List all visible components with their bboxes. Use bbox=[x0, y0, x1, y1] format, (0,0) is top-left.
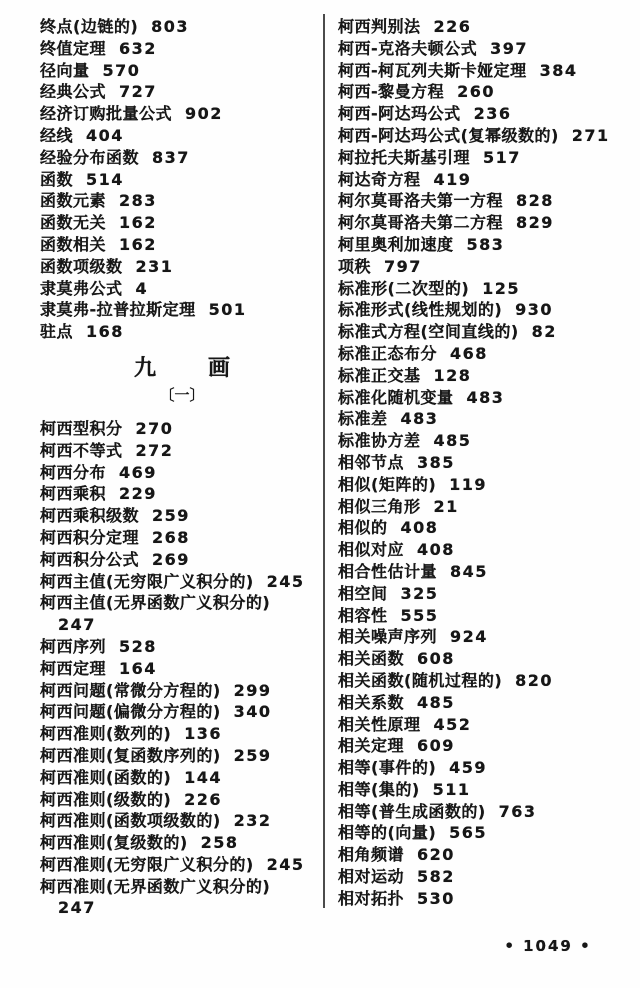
index-entry bbox=[338, 670, 634, 692]
entry-page-number: 570 bbox=[102, 60, 141, 80]
entry-page-number: 485 bbox=[417, 692, 455, 712]
index-entry bbox=[338, 561, 634, 583]
index-entry bbox=[338, 278, 634, 300]
entry-page-number: 119 bbox=[449, 474, 488, 494]
entry-term: 柯西问题(偏微分方程的) bbox=[40, 702, 221, 722]
index-entry bbox=[338, 430, 634, 452]
entry-page-number: 727 bbox=[119, 82, 157, 102]
entry-page-number: 226 bbox=[433, 17, 472, 36]
entry-term: 相似三角形 bbox=[338, 496, 421, 516]
entry-page-number: 583 bbox=[466, 234, 505, 254]
index-entry bbox=[338, 735, 634, 757]
index-entry bbox=[40, 256, 324, 278]
entry-page-number: 632 bbox=[119, 38, 157, 58]
entry-page-number: 136 bbox=[184, 724, 223, 744]
entry-page-number: 231 bbox=[135, 256, 174, 276]
index-entry bbox=[338, 452, 634, 474]
entry-page-number: 270 bbox=[135, 418, 174, 438]
entry-term: 经典公式 bbox=[40, 82, 107, 102]
index-entry bbox=[338, 866, 634, 888]
entry-page-number: 164 bbox=[119, 658, 157, 678]
entry-term: 柯西乘积 bbox=[40, 484, 107, 504]
index-entry bbox=[40, 321, 324, 343]
entry-page-number: 299 bbox=[233, 680, 272, 700]
index-entry bbox=[40, 571, 324, 593]
entry-page-number: 620 bbox=[417, 845, 455, 865]
entry-term: 相对拓扑 bbox=[338, 888, 405, 908]
entry-term: 径向量 bbox=[40, 60, 90, 80]
entry-page-number: 528 bbox=[119, 636, 157, 656]
entry-term: 柯西积分定理 bbox=[40, 527, 140, 547]
entry-term: 柯西-柯瓦列夫斯卡娅定理 bbox=[338, 60, 527, 80]
entry-page-number: 384 bbox=[539, 60, 578, 80]
entry-term: 柯西分布 bbox=[40, 462, 107, 482]
entry-term: 柯西准则(数列的) bbox=[40, 724, 172, 744]
index-entry bbox=[338, 190, 634, 212]
entry-term: 终点(边链的) bbox=[40, 17, 139, 36]
entry-term: 标准正交基 bbox=[338, 365, 421, 385]
entry-page-number: 763 bbox=[498, 801, 537, 821]
index-entry bbox=[40, 169, 324, 191]
entry-list-left-top bbox=[40, 16, 324, 343]
entry-page-number: 511 bbox=[432, 779, 471, 799]
entry-term: 相关函数(随机过程的) bbox=[338, 670, 503, 690]
right-column bbox=[338, 16, 634, 910]
index-entry bbox=[338, 256, 634, 278]
entry-term: 柯西准则(复函数序列的) bbox=[40, 745, 221, 765]
entry-page-number: 259 bbox=[152, 506, 190, 526]
index-entry bbox=[338, 757, 634, 779]
entry-term: 柯西问题(常微分方程的) bbox=[40, 680, 221, 700]
entry-term: 柯达奇方程 bbox=[338, 169, 421, 189]
entry-page-number: 565 bbox=[449, 823, 488, 843]
index-entry bbox=[338, 343, 634, 365]
index-entry bbox=[40, 767, 324, 789]
index-entry bbox=[338, 234, 634, 256]
entry-term: 柯西-阿达玛公式 bbox=[338, 104, 461, 124]
subsection-marker: 〔一〕 bbox=[159, 385, 205, 404]
entry-term: 函数项级数 bbox=[40, 256, 123, 276]
entry-page-number: 247 bbox=[58, 898, 96, 918]
entry-term: 函数无关 bbox=[40, 213, 107, 233]
entry-page-number: 517 bbox=[483, 147, 521, 167]
index-entry bbox=[40, 701, 324, 723]
entry-page-number: 283 bbox=[119, 191, 157, 211]
index-entry bbox=[40, 832, 324, 854]
section-header-char: 九 bbox=[133, 355, 156, 381]
index-entry bbox=[338, 321, 634, 343]
entry-term: 相关定理 bbox=[338, 736, 405, 756]
entry-term: 柯西定理 bbox=[40, 658, 107, 678]
entry-page-number: 226 bbox=[184, 789, 223, 809]
entry-term: 标准化随机变量 bbox=[338, 387, 454, 407]
entry-term: 隶莫弗-拉普拉斯定理 bbox=[40, 300, 196, 320]
index-entry bbox=[338, 408, 634, 430]
entry-term: 相等(集的) bbox=[338, 779, 420, 799]
entry-page-number: 128 bbox=[433, 365, 472, 385]
entry-page-number: 4 bbox=[135, 278, 149, 298]
index-entry bbox=[338, 888, 634, 910]
index-entry bbox=[338, 517, 634, 539]
entry-page-number: 258 bbox=[200, 833, 239, 853]
entry-term: 相关噪声序列 bbox=[338, 627, 438, 647]
index-entry bbox=[338, 583, 634, 605]
entry-term: 标准式方程(空间直线的) bbox=[338, 322, 519, 342]
index-entry bbox=[40, 190, 324, 212]
left-column bbox=[40, 16, 324, 919]
entry-page-number: 837 bbox=[152, 147, 190, 167]
index-entry bbox=[40, 876, 324, 898]
entry-term: 柯西-克洛夫顿公式 bbox=[338, 38, 478, 58]
entry-page-number: 930 bbox=[515, 300, 554, 320]
entry-term: 柯西准则(函数项级数的) bbox=[40, 811, 221, 831]
index-entry bbox=[40, 16, 324, 38]
entry-list-left-bottom bbox=[40, 418, 324, 919]
entry-term: 柯西准则(无穷限广义积分的) bbox=[40, 854, 254, 874]
entry-page-number: 582 bbox=[417, 867, 455, 887]
entry-page-number: 385 bbox=[417, 452, 455, 472]
entry-term: 函数元素 bbox=[40, 191, 107, 211]
index-entry bbox=[40, 592, 324, 614]
index-entry bbox=[338, 16, 634, 38]
index-entry bbox=[338, 692, 634, 714]
index-entry bbox=[40, 483, 324, 505]
entry-page-number: 797 bbox=[384, 256, 422, 276]
entry-term: 标准协方差 bbox=[338, 431, 421, 451]
entry-page-number: 229 bbox=[119, 484, 157, 504]
entry-page-number: 419 bbox=[433, 169, 472, 189]
entry-page-number: 924 bbox=[450, 627, 488, 647]
entry-page-number: 271 bbox=[571, 125, 610, 145]
entry-term: 柯西乘积级数 bbox=[40, 506, 140, 526]
entry-page-number: 245 bbox=[266, 854, 305, 874]
entry-page-number: 325 bbox=[400, 583, 439, 603]
index-entry bbox=[40, 418, 324, 440]
index-entry bbox=[40, 299, 324, 321]
index-entry-continuation bbox=[40, 614, 324, 636]
entry-page-number: 483 bbox=[466, 387, 505, 407]
index-entry bbox=[338, 496, 634, 518]
entry-page-number: 408 bbox=[417, 540, 455, 560]
entry-page-number: 530 bbox=[417, 888, 455, 908]
entry-term: 柯西型积分 bbox=[40, 418, 123, 438]
entry-page-number: 514 bbox=[86, 169, 124, 189]
entry-term: 柯里奥利加速度 bbox=[338, 234, 454, 254]
entry-page-number: 452 bbox=[433, 714, 472, 734]
entry-term: 标准正态布分 bbox=[338, 343, 438, 363]
index-entry bbox=[338, 822, 634, 844]
entry-term: 相合性估计量 bbox=[338, 561, 438, 581]
index-entry bbox=[40, 723, 324, 745]
index-entry bbox=[40, 854, 324, 876]
index-entry bbox=[40, 278, 324, 300]
entry-term: 柯西主值(无穷限广义积分的) bbox=[40, 571, 254, 591]
index-entry bbox=[338, 801, 634, 823]
entry-page-number: 902 bbox=[185, 104, 223, 124]
entry-page-number: 144 bbox=[184, 767, 223, 787]
entry-page-number: 501 bbox=[208, 300, 247, 320]
index-entry bbox=[40, 103, 324, 125]
index-entry bbox=[338, 60, 634, 82]
entry-term: 相邻节点 bbox=[338, 452, 405, 472]
entry-page-number: 404 bbox=[86, 125, 124, 145]
entry-page-number: 82 bbox=[531, 322, 557, 342]
entry-term: 相等(普生成函数的) bbox=[338, 801, 486, 821]
entry-page-number: 245 bbox=[266, 571, 305, 591]
entry-page-number: 162 bbox=[119, 234, 157, 254]
entry-list-right bbox=[338, 16, 634, 910]
entry-term: 标准形式(线性规划的) bbox=[338, 300, 503, 320]
entry-term: 函数相关 bbox=[40, 234, 107, 254]
index-entry bbox=[40, 745, 324, 767]
entry-term: 相空间 bbox=[338, 583, 388, 603]
entry-term: 相等的(向量) bbox=[338, 823, 437, 843]
entry-term: 相对运动 bbox=[338, 867, 405, 887]
index-entry bbox=[40, 636, 324, 658]
entry-term: 柯西准则(级数的) bbox=[40, 789, 172, 809]
entry-term: 相容性 bbox=[338, 605, 388, 625]
index-entry bbox=[40, 549, 324, 571]
entry-term: 柯西准则(复级数的) bbox=[40, 833, 188, 853]
entry-term: 函数 bbox=[40, 169, 74, 189]
entry-page-number: 247 bbox=[58, 615, 96, 635]
entry-page-number: 397 bbox=[490, 38, 529, 58]
index-entry bbox=[338, 147, 634, 169]
index-entry bbox=[40, 147, 324, 169]
entry-page-number: 232 bbox=[233, 811, 272, 831]
entry-term: 隶莫弗公式 bbox=[40, 278, 123, 298]
entry-term: 终值定理 bbox=[40, 38, 107, 58]
entry-term: 柯西主值(无界函数广义积分的) bbox=[40, 593, 271, 613]
index-entry bbox=[338, 605, 634, 627]
index-entry bbox=[40, 789, 324, 811]
index-entry bbox=[40, 505, 324, 527]
entry-page-number: 272 bbox=[135, 440, 174, 460]
index-entry bbox=[40, 527, 324, 549]
entry-page-number: 469 bbox=[119, 462, 157, 482]
index-entry bbox=[338, 365, 634, 387]
entry-page-number: 845 bbox=[450, 561, 488, 581]
entry-term: 柯拉托夫斯基引理 bbox=[338, 147, 471, 167]
entry-page-number: 828 bbox=[516, 191, 554, 211]
entry-term: 相等(事件的) bbox=[338, 758, 437, 778]
index-entry bbox=[40, 658, 324, 680]
entry-term: 柯西-黎曼方程 bbox=[338, 82, 445, 102]
index-entry-continuation bbox=[40, 897, 324, 919]
column-divider-line bbox=[323, 14, 325, 908]
entry-term: 柯西准则(函数的) bbox=[40, 767, 172, 787]
entry-page-number: 162 bbox=[119, 213, 157, 233]
page-number: • 1049 • bbox=[504, 937, 592, 955]
entry-term: 经线 bbox=[40, 125, 74, 145]
entry-term: 经验分布函数 bbox=[40, 147, 140, 167]
entry-term: 驻点 bbox=[40, 322, 74, 342]
entry-page-number: 485 bbox=[433, 431, 472, 451]
index-entry bbox=[338, 387, 634, 409]
index-entry bbox=[338, 212, 634, 234]
index-entry bbox=[338, 299, 634, 321]
entry-term: 经济订购批量公式 bbox=[40, 104, 173, 124]
entry-page-number: 609 bbox=[417, 736, 455, 756]
entry-term: 相似对应 bbox=[338, 540, 405, 560]
index-entry bbox=[338, 125, 634, 147]
index-entry bbox=[338, 103, 634, 125]
entry-term: 柯西判别法 bbox=[338, 17, 421, 36]
entry-term: 相似(矩阵的) bbox=[338, 474, 437, 494]
entry-page-number: 820 bbox=[515, 670, 554, 690]
section-header-nine-strokes bbox=[40, 356, 324, 382]
entry-term: 相关函数 bbox=[338, 649, 405, 669]
index-entry bbox=[40, 125, 324, 147]
entry-term: 项秩 bbox=[338, 256, 372, 276]
index-entry bbox=[40, 60, 324, 82]
entry-term: 相关系数 bbox=[338, 692, 405, 712]
index-entry bbox=[40, 212, 324, 234]
index-entry bbox=[338, 474, 634, 496]
entry-page-number: 236 bbox=[473, 104, 512, 124]
entry-term: 标准差 bbox=[338, 409, 388, 429]
entry-term: 柯西-阿达玛公式(复幂级数的) bbox=[338, 125, 559, 145]
entry-page-number: 21 bbox=[433, 496, 459, 516]
entry-page-number: 608 bbox=[417, 649, 455, 669]
entry-page-number: 125 bbox=[482, 278, 521, 298]
entry-term: 相角频谱 bbox=[338, 845, 405, 865]
index-entry bbox=[338, 714, 634, 736]
index-entry bbox=[338, 779, 634, 801]
index-entry bbox=[338, 81, 634, 103]
entry-term: 相似的 bbox=[338, 518, 388, 538]
entry-page-number: 268 bbox=[152, 527, 190, 547]
entry-page-number: 829 bbox=[516, 213, 554, 233]
index-entry bbox=[40, 440, 324, 462]
entry-page-number: 259 bbox=[233, 745, 272, 765]
index-entry bbox=[40, 234, 324, 256]
section-header-char: 画 bbox=[208, 355, 231, 381]
entry-term: 柯西准则(无界函数广义积分的) bbox=[40, 876, 271, 896]
entry-page-number: 168 bbox=[86, 322, 124, 342]
entry-page-number: 468 bbox=[450, 343, 488, 363]
entry-page-number: 260 bbox=[457, 82, 496, 102]
entry-term: 柯尔莫哥洛夫第一方程 bbox=[338, 191, 504, 211]
index-entry bbox=[40, 462, 324, 484]
index-entry bbox=[338, 539, 634, 561]
entry-page-number: 555 bbox=[400, 605, 439, 625]
entry-page-number: 803 bbox=[151, 17, 190, 36]
index-entry bbox=[40, 680, 324, 702]
entry-page-number: 483 bbox=[400, 409, 439, 429]
index-entry bbox=[338, 844, 634, 866]
index-entry bbox=[40, 38, 324, 60]
index-entry bbox=[40, 81, 324, 103]
entry-term: 柯西序列 bbox=[40, 636, 107, 656]
entry-page-number: 340 bbox=[233, 702, 272, 722]
index-entry bbox=[338, 169, 634, 191]
entry-term: 柯尔莫哥洛夫第二方程 bbox=[338, 213, 504, 233]
entry-term: 柯西积分公式 bbox=[40, 549, 140, 569]
entry-term: 相关性原理 bbox=[338, 714, 421, 734]
index-entry bbox=[338, 626, 634, 648]
index-entry bbox=[338, 38, 634, 60]
entry-page-number: 459 bbox=[449, 758, 488, 778]
index-entry bbox=[338, 648, 634, 670]
entry-page-number: 269 bbox=[152, 549, 190, 569]
index-entry bbox=[40, 810, 324, 832]
entry-page-number: 408 bbox=[400, 518, 439, 538]
entry-term: 标准形(二次型的) bbox=[338, 278, 470, 298]
entry-term: 柯西不等式 bbox=[40, 440, 123, 460]
